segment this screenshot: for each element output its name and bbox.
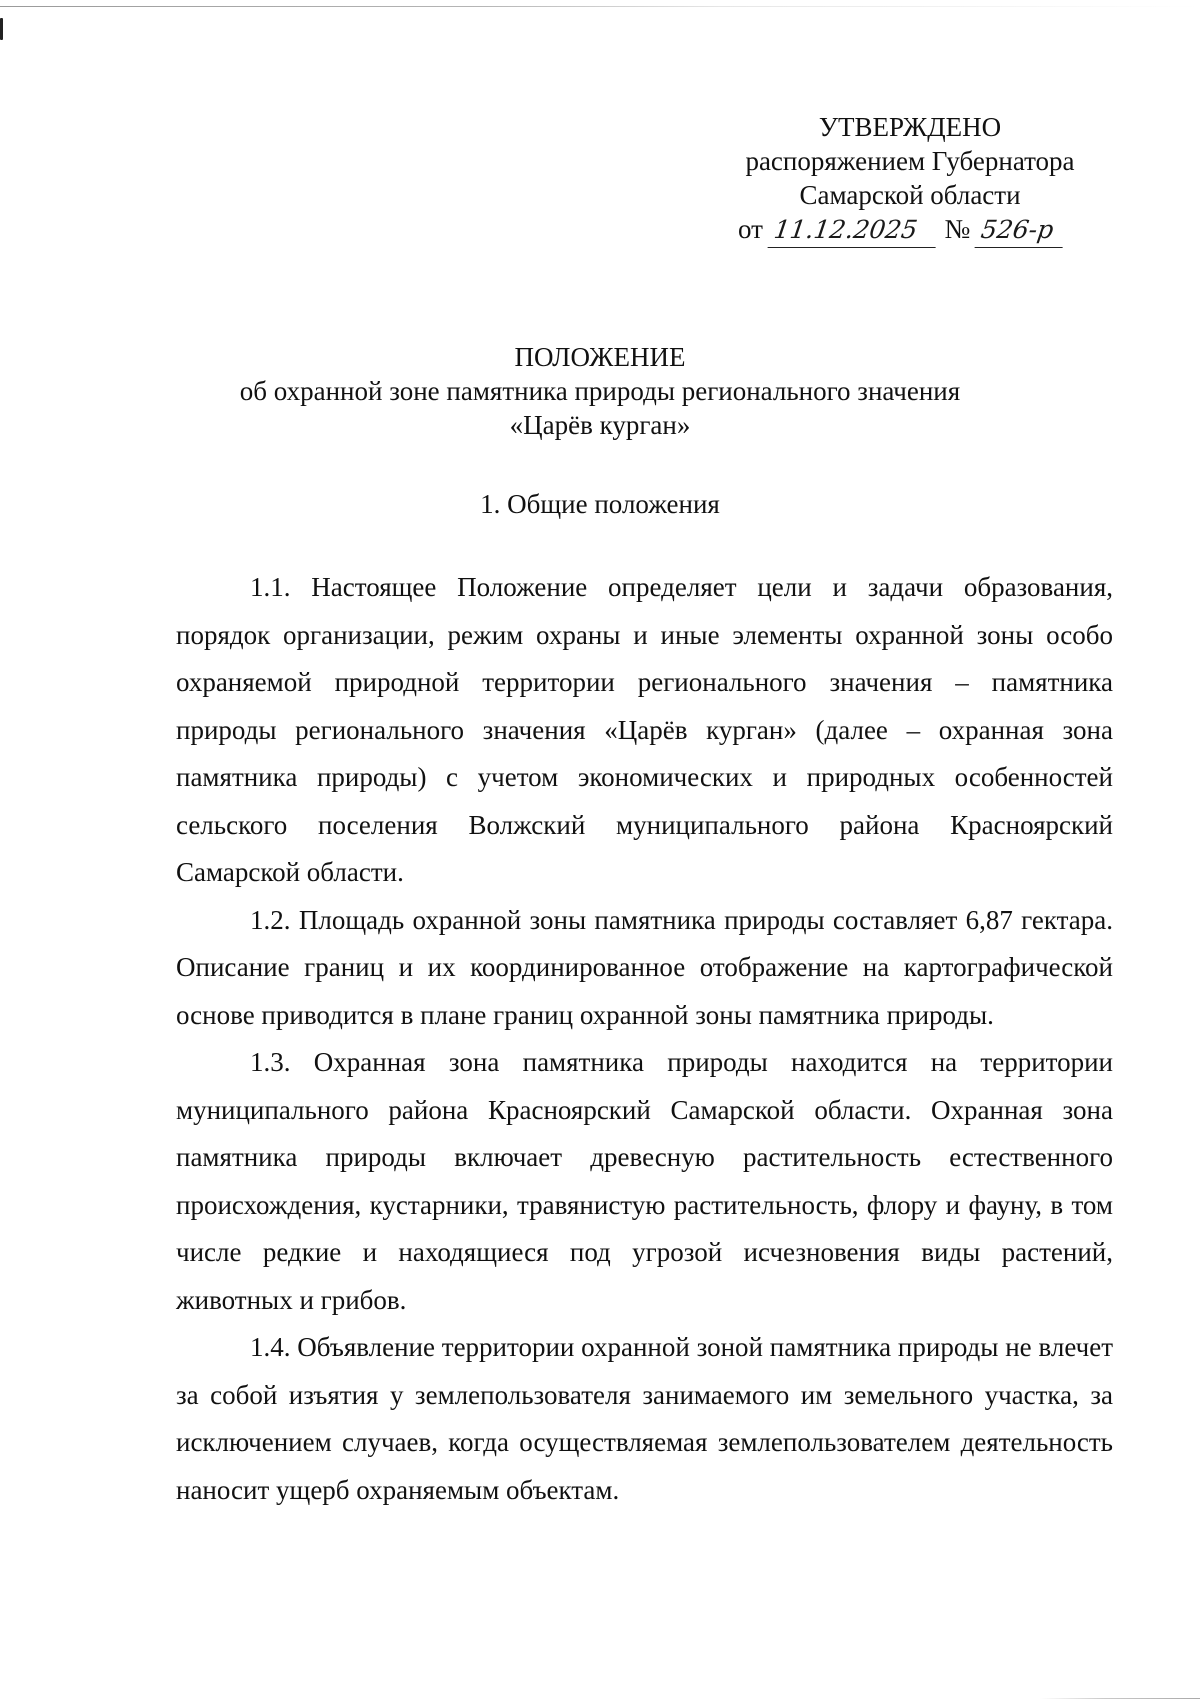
document-subtitle: об охранной зоне памятника природы регионального значения [239,376,961,406]
paragraph-1-3: 1.3. Охранная зона памятника природы находится на территории муниципального района Красноярский Самарской области. Охранная зона памятника природы включает древесную растительность естественного происхождения, кустарники, травянистую растительность, флору и фауну, в том числе редкие и находящиеся под угрозой исчезновения виды растений, животных и грибов. [176,1047,1113,1315]
approval-region: Самарской области [799,180,1021,210]
document-subject: «Царёв курган» [509,410,691,440]
scan-bottom-edge-mark [1040,1698,1200,1699]
approval-issuer: распоряжением Губернатора [745,146,1075,176]
scan-left-edge-mark [0,18,3,40]
paragraph-1-4: 1.4. Объявление территории охранной зоной памятника природы не влечет за собой изъятия у землепользователя занимаемого им земельного участка, за исключением случаев, когда осуществляемая землепользователем деятельность наносит ущерб охраняемым объектам. [176,1332,1113,1505]
approval-status: УТВЕРЖДЕНО [818,112,1002,142]
number-prefix: № [944,214,971,244]
paragraph-1-2: 1.2. Площадь охранной зоны памятника природы составляет 6,87 гектара. Описание границ и их координированное отображение на картографической основе приводится в плане границ охранной зоны памятника природы. [176,904,1113,1030]
handwritten-date: 11.12.2025 [767,213,940,248]
approval-date-number-line [700,212,1120,248]
paragraph-1-1: 1.1. Настоящее Положение определяет цели и задачи образования, порядок организации, режим охраны и иные элементы охранной зоны особо охраняемой природной территории регионального значения – памятника природы регионального значения «Царёв курган» (далее – охранная зона памятника природы) с учетом экономических и природных особенностей сельского поселения Волжский муниципального района Красноярский Самарской области. [176,572,1113,887]
scan-top-edge-line [0,6,1200,7]
handwritten-number: 526-р [975,213,1068,248]
section-body [176,564,1113,1514]
document-title: ПОЛОЖЕНИЕ [514,342,686,372]
date-prefix: от [738,214,763,244]
document-title-block [150,340,1050,442]
section-heading: 1. Общие положения [480,489,720,519]
approval-stamp-block [700,110,1120,248]
